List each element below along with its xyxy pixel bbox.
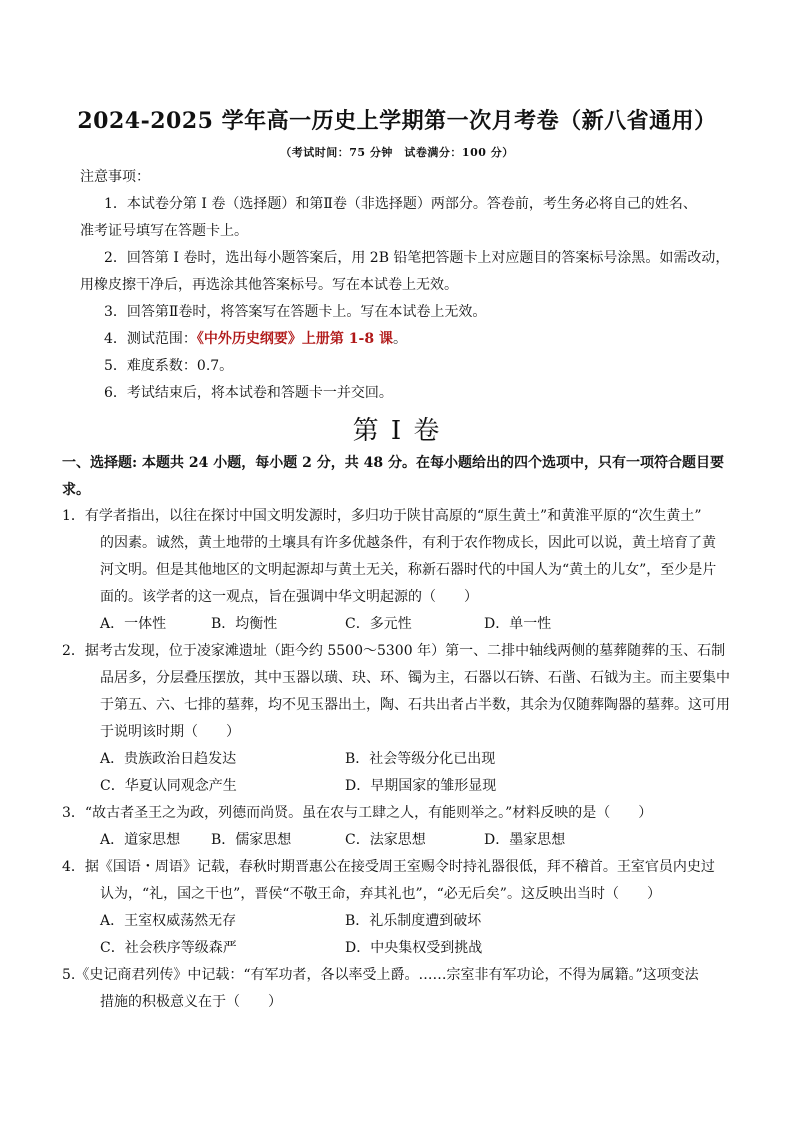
exam-title: 2024-2025 学年高一历史上学期第一次月考卷（新八省通用）	[77, 108, 717, 134]
question-4-option-c[interactable]: C．社会秩序等级森严	[100, 940, 237, 956]
notice-item-3: 3．回答第Ⅱ卷时，将答案写在答题卡上。写在本试卷上无效。	[104, 304, 487, 320]
section-title: 第 I 卷	[352, 416, 442, 446]
question-2-line-2: 品居多，分层叠压摆放，其中玉器以璜、玦、环、镯为主，石器以石锛、石凿、石钺为主。而主要集中	[100, 670, 730, 686]
question-3-option-c[interactable]: C．法家思想	[345, 832, 426, 848]
test-scope: 《中外历史纲要》上册第 1-8 课	[196, 331, 393, 347]
question-1-option-b[interactable]: B．均衡性	[211, 616, 278, 632]
question-2-option-d[interactable]: D．早期国家的雏形显现	[345, 778, 497, 794]
notice-item-4-prefix: 4．测试范围：	[104, 331, 197, 347]
instruction-label: 一、选择题	[62, 455, 132, 471]
question-2-line-4: 于说明该时期（ ）	[100, 724, 240, 740]
notice-item-1-line-1: 1．本试卷分第 I 卷（选择题）和第Ⅱ卷（非选择题）两部分。答卷前，考生务必将自己的姓名、	[104, 196, 697, 212]
notice-item-2-line-1: 2．回答第 I 卷时，选出每小题答案后，用 2B 铅笔把答题卡上对应题目的答案标号涂黑。如需改动，	[104, 250, 730, 266]
question-1-line-2: 的因素。诚然，黄土地带的土壤具有许多优越条件，有利于农作物成长，因此可以说，黄土培育了黄	[100, 535, 716, 551]
notice-item-6: 6．考试结束后，将本试卷和答题卡一并交回。	[104, 385, 393, 401]
question-2-line-3: 于第五、六、七排的墓葬，均不见玉器出土，陶、石共出者占半数，其余为仅随葬陶器的墓葬。这可用	[100, 697, 730, 713]
exam-subtitle: （考试时间：75 分钟 试卷满分：100 分）	[280, 146, 514, 159]
question-2-line-1: 2．据考古发现，位于凌家滩遗址（距今约 5500～5300 年）第一、二排中轴线两侧的墓葬随葬的玉、石制	[62, 643, 726, 659]
question-3-option-d[interactable]: D．墨家思想	[484, 832, 566, 848]
question-1-line-4: 面的。该学者的这一观点，旨在强调中华文明起源的（ ）	[100, 589, 478, 605]
notice-item-4-suffix: 。	[392, 331, 407, 347]
question-4-line-2: 认为，“礼，国之干也”，晋侯“不敬王命，弃其礼也”，“必无后矣”。这反映出当时（ ）	[100, 886, 661, 902]
question-3-option-b[interactable]: B．儒家思想	[211, 832, 292, 848]
notice-item-2-line-2: 用橡皮擦干净后，再选涂其他答案标号。写在本试卷上无效。	[80, 277, 458, 293]
question-1-option-c[interactable]: C．多元性	[345, 616, 412, 632]
question-5-line-1: 5.《史记商君列传》中记载：“有军功者，各以率受上爵。……宗室非有军功论，不得为属籍。”这项变法	[62, 967, 699, 983]
question-2-option-a[interactable]: A．贵族政治日趋发达	[100, 751, 237, 767]
question-1-line-1: 1．有学者指出，以往在探讨中国文明发源时，多归功于陕甘高原的“原生黄土”和黄淮平原的“次生黄土”	[62, 508, 702, 524]
question-2-option-b[interactable]: B．社会等级分化已出现	[345, 751, 496, 767]
question-4-option-b[interactable]: B．礼乐制度遭到破坏	[345, 913, 482, 929]
notice-item-4	[104, 329, 407, 349]
question-1-option-d[interactable]: D．单一性	[484, 616, 552, 632]
question-5-line-2: 措施的积极意义在于（ ）	[100, 994, 282, 1010]
question-1-option-a[interactable]: A．一体性	[100, 616, 167, 632]
question-3-option-a[interactable]: A．道家思想	[100, 832, 181, 848]
question-2-option-c[interactable]: C．华夏认同观念产生	[100, 778, 237, 794]
question-1-line-3: 河文明。但是其他地区的文明起源却与黄土无关，称新石器时代的中国人为“黄土的儿女”，至少是片	[100, 562, 717, 578]
instruction-line-1	[62, 453, 724, 473]
question-4-option-d[interactable]: D．中央集权受到挑战	[345, 940, 483, 956]
notice-item-5: 5．难度系数：0.7。	[104, 358, 234, 374]
question-3-line-1: 3．“故古者圣王之为政，列德而尚贤。虽在农与工肆之人，有能则举之。”材料反映的是（ ）	[62, 805, 653, 821]
question-4-line-1: 4．据《国语・周语》记载，春秋时期晋惠公在接受周王室赐令时持礼器很低，拜不稽首。王室官员内史过	[62, 859, 715, 875]
notice-heading: 注意事项：	[80, 169, 150, 185]
instruction-text: : 本题共 24 小题，每小题 2 分，共 48 分。在每小题给出的四个选项中，只有一项符合题目要	[132, 455, 724, 471]
question-4-option-a[interactable]: A．王室权威荡然无存	[100, 913, 237, 929]
notice-item-1-line-2: 准考证号填写在答题卡上。	[80, 223, 248, 239]
instruction-line-2: 求。	[62, 482, 90, 498]
